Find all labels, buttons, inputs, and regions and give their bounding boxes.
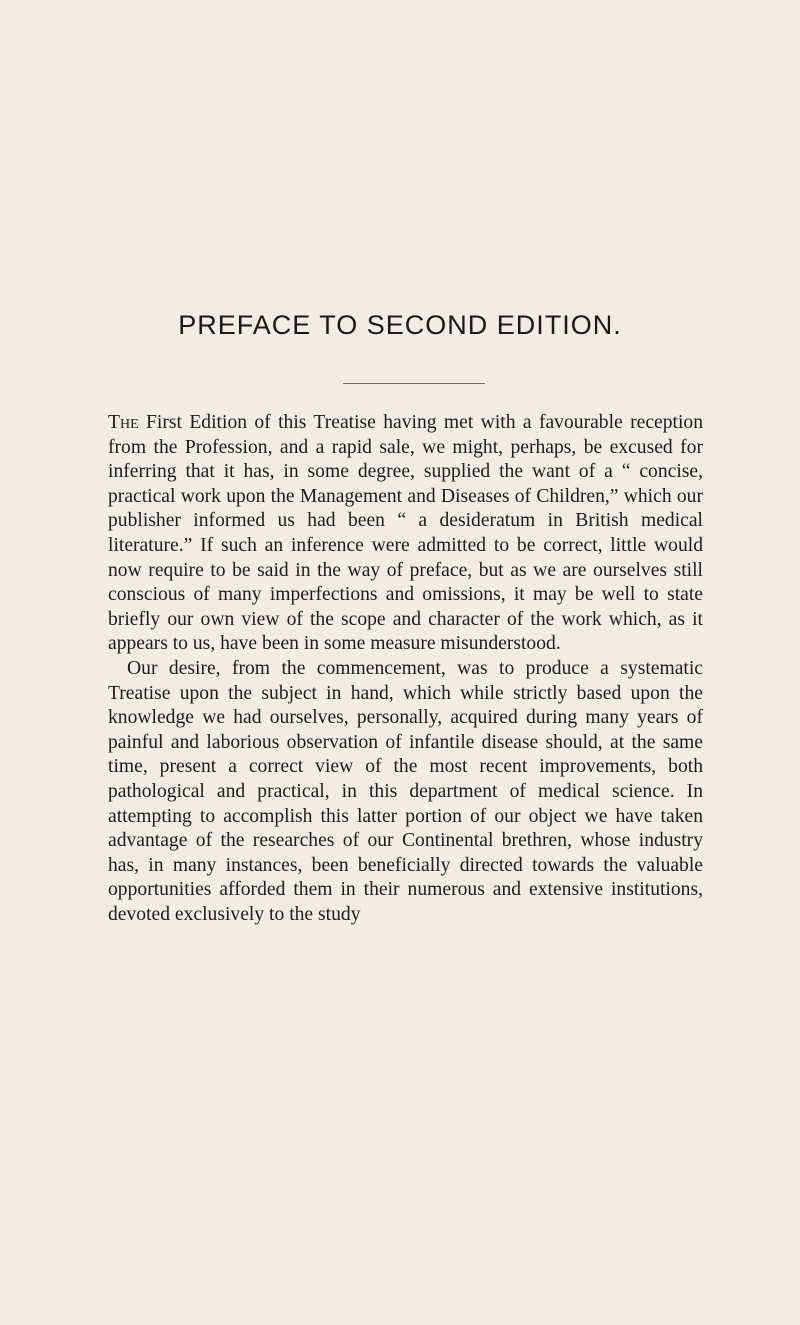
paragraph-1: [108, 411, 703, 657]
page-title: PREFACE TO SECOND EDITION.: [178, 310, 622, 340]
paragraph-2: [108, 657, 703, 928]
paragraph-2-text: Our desire, from the commencement, was to produce a systematic Treatise upon the subject in hand, which while strictly based upon the knowledge we had ourselves, personally, acquired during many years of painful and laborious observation of infantile disease should, at the same time, present a correct view of the most recent improvements, both pathological and practical, in this department of medical science. In attempting to accomplish this latter portion of our object we have taken advantage of the researches of our Continental brethren, whose industry has, in many instances, been beneficially directed towards the valuable opportunities afforded them in their numerous and extensive institutions, devoted exclusively to the study: [108, 657, 703, 925]
paragraph-lead-word: The: [108, 412, 139, 433]
paragraph-1-text: First Edition of this Treatise having met with a favourable reception from the Profession, and a rapid sale, we might, perhaps, be excused for inferring that it has, in some degree, supplied the want of a “ concise, practical work upon the Management and Diseases of Children,” which our publisher informed us had been “ a desideratum in British medical literature.” If such an inference were admitted to be correct, little would now require to be said in the way of preface, but as we are ourselves still conscious of many imperfections and omissions, it may be well to state briefly our own view of the scope and character of the work which, as it appears to us, have been in some measure misunderstood.: [108, 412, 704, 655]
title-divider: [343, 383, 485, 384]
preface-body: [108, 411, 703, 927]
